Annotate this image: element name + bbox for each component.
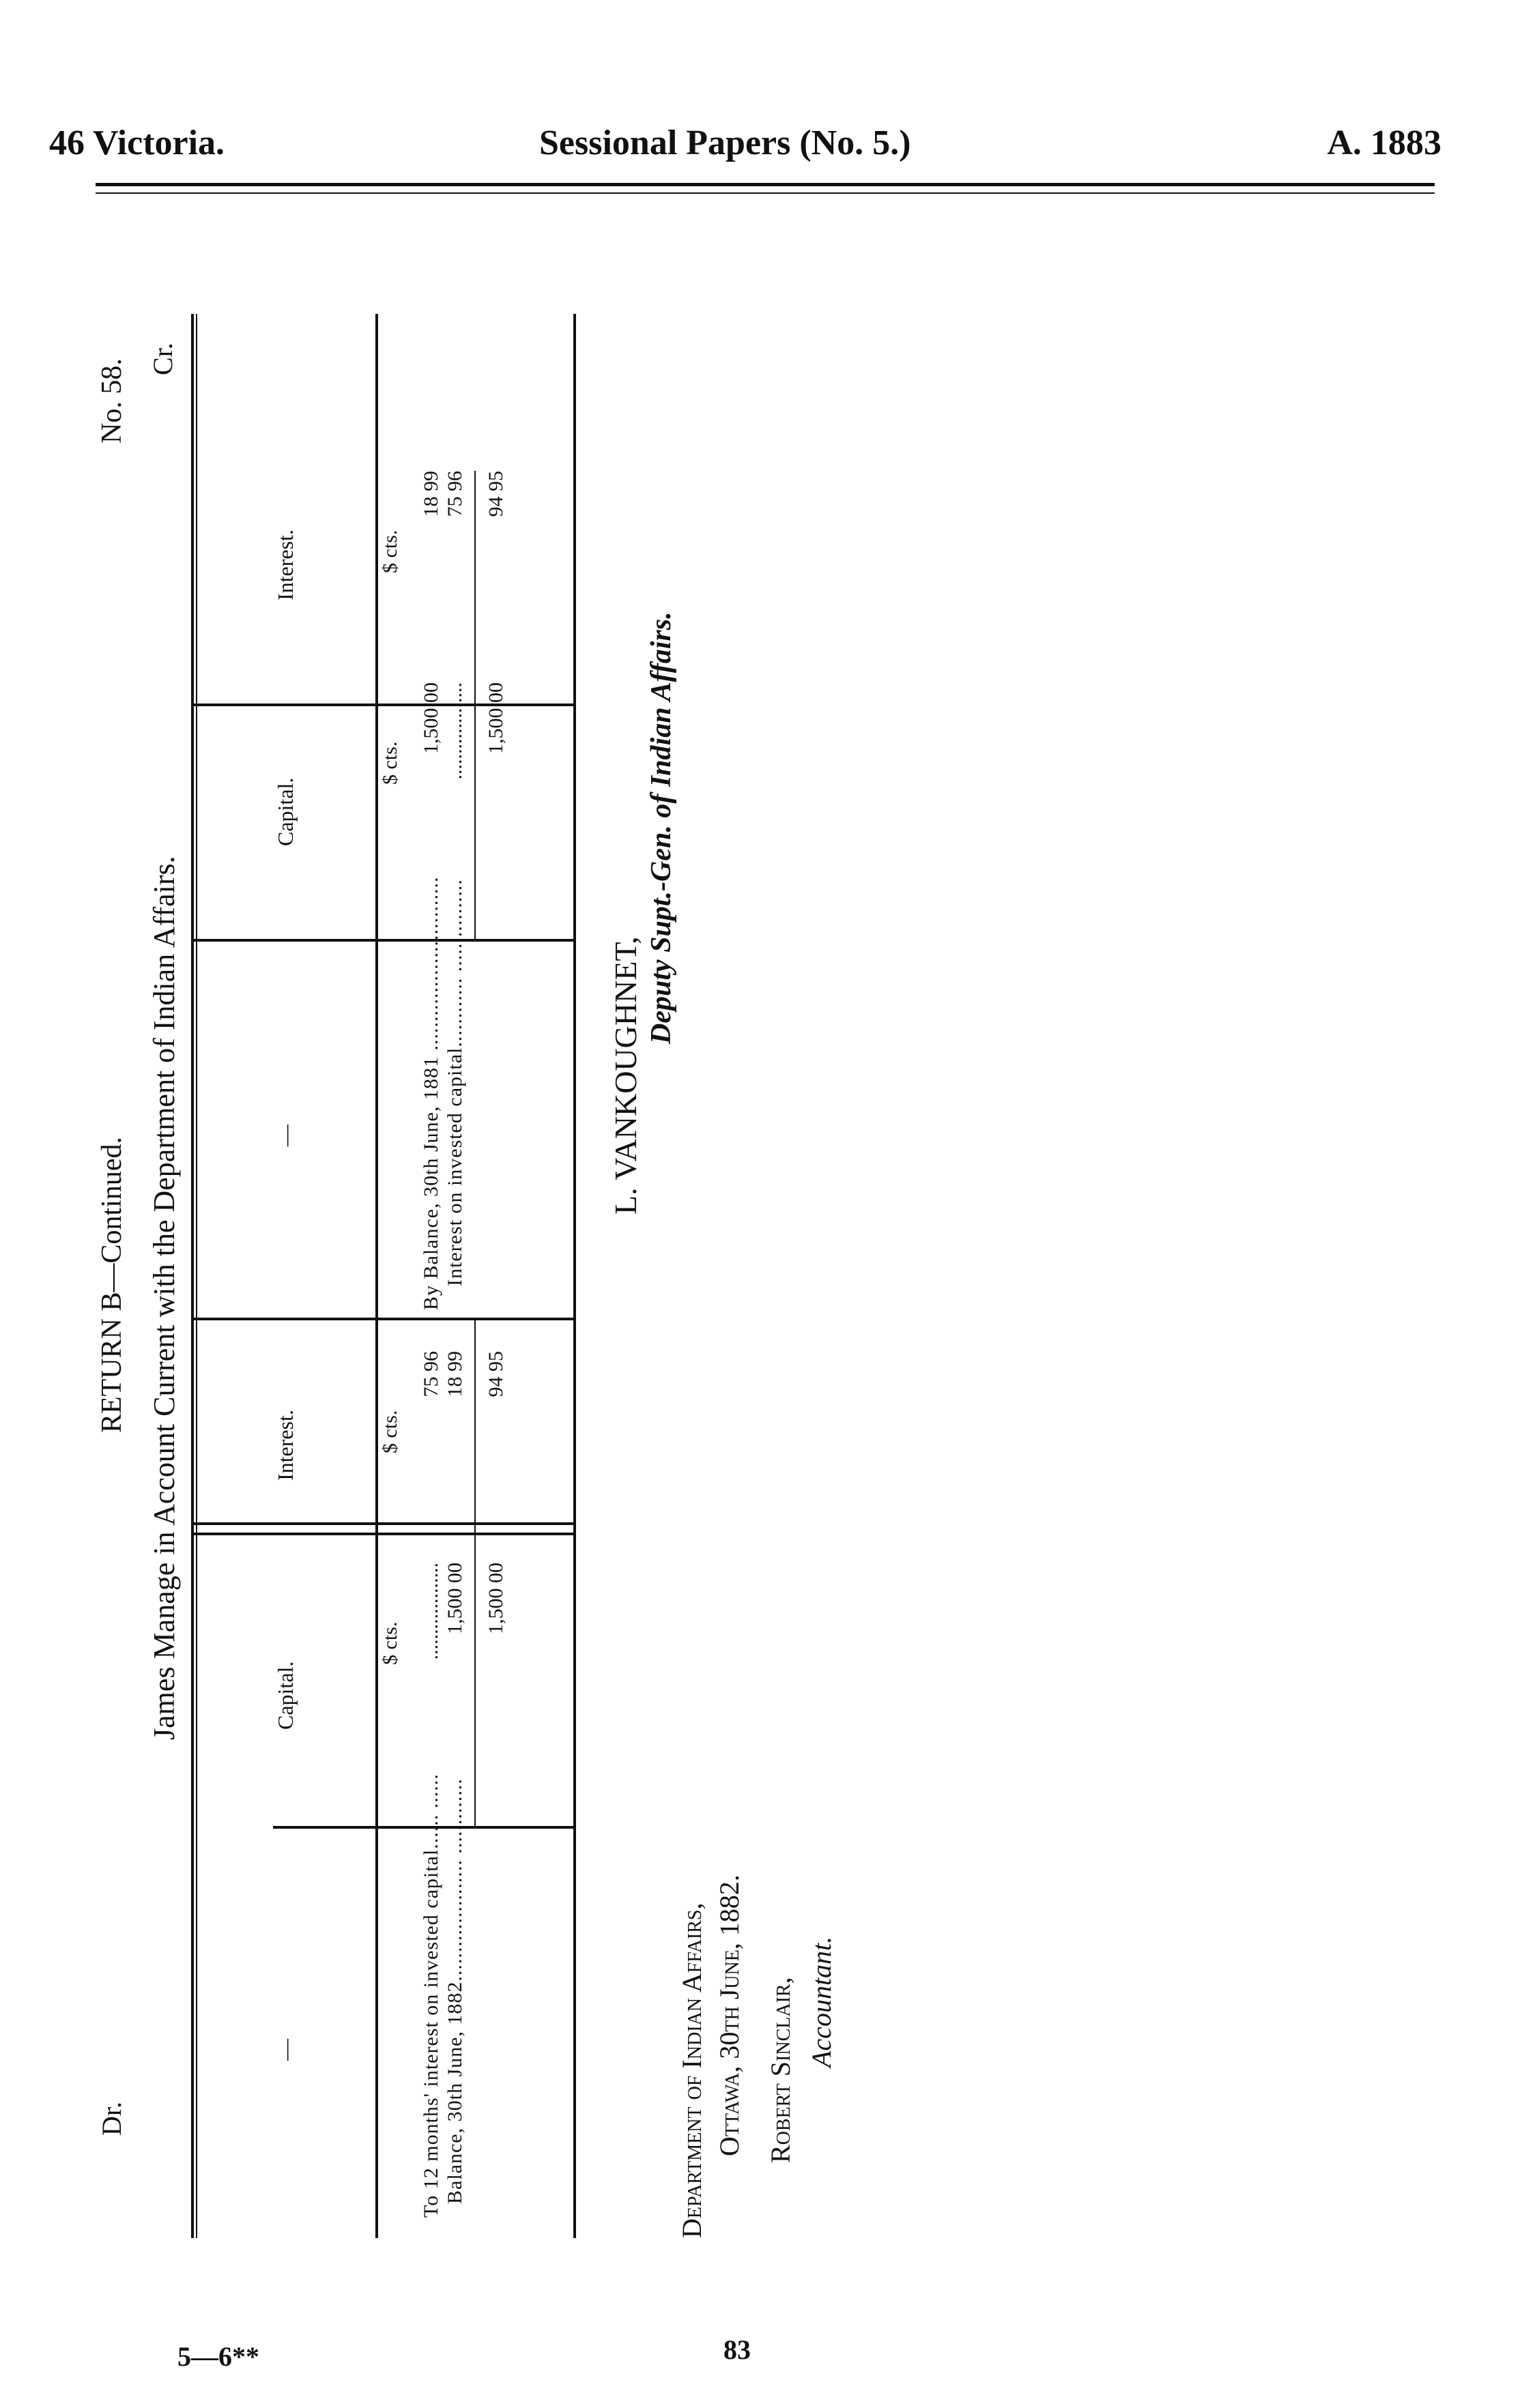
- rotated-account-block: [82, 205, 874, 2238]
- divider: [191, 1522, 573, 1525]
- debit-interest-header: Interest.: [273, 1410, 298, 1481]
- debit-row-capital: 1,500 00: [444, 1563, 466, 1634]
- credit-row-interest: 75 96: [444, 471, 466, 517]
- debit-row-capital: ...................: [420, 1563, 442, 1660]
- credit-interest-header: Interest.: [273, 530, 298, 600]
- table-bottom-border: [573, 314, 576, 2238]
- accountant-title: Accountant.: [806, 1936, 837, 2068]
- credit-capital-units: $ cts.: [379, 741, 401, 785]
- header-right: A. 1883: [1327, 124, 1441, 162]
- credit-row-label: Interest on invested capital............ ................: [444, 879, 466, 1286]
- accountant-name: Robert Sinclair,: [765, 1977, 796, 2163]
- credit-row-label: By Balance, 30th June, 1881 ..............................: [420, 876, 442, 1310]
- table-top-border: [191, 314, 194, 2238]
- credit-blank-col: —: [273, 1125, 298, 1146]
- page-number: 83: [723, 2334, 751, 2365]
- debit-row-interest: 18 99: [444, 1351, 466, 1397]
- credit-total-rule: [474, 471, 476, 942]
- debit-interest-units: $ cts.: [379, 1410, 401, 1453]
- debit-capital-header: Capital.: [273, 1661, 298, 1730]
- signatory-name: L. VANKOUGHNET,: [608, 936, 643, 1215]
- debit-total-capital: 1,500 00: [485, 1563, 507, 1634]
- credit-row-capital: 1,500 00: [420, 682, 442, 754]
- return-title: RETURN B—Continued.: [96, 1136, 128, 1433]
- credit-total-interest: 94 95: [485, 471, 507, 517]
- divider: [191, 939, 573, 942]
- debit-total-interest: 94 95: [485, 1351, 507, 1397]
- cr-label: Cr.: [147, 343, 178, 375]
- header-left: 46 Victoria.: [49, 124, 225, 162]
- return-subtitle: James Manage in Account Current with the Department of Indian Affairs.: [147, 856, 181, 1740]
- credit-capital-header: Capital.: [273, 777, 298, 846]
- divider: [191, 1533, 573, 1535]
- debit-row-interest: 75 96: [420, 1351, 442, 1397]
- header-rule: [96, 183, 1435, 186]
- department-line: Department of Indian Affairs,: [676, 1902, 707, 2238]
- debit-row-label: Balance, 30th June, 1882..................... .............: [444, 1778, 466, 2204]
- signatory-title: Deputy Supt.-Gen. of Indian Affairs.: [646, 611, 677, 1044]
- credit-total-capital: 1,500 00: [485, 682, 507, 754]
- credit-interest-units: $ cts.: [379, 530, 401, 573]
- debit-capital-units: $ cts.: [379, 1621, 401, 1665]
- header-rule-thin: [96, 192, 1435, 194]
- debit-total-rule: [474, 1320, 476, 1829]
- return-number: No. 58.: [96, 358, 128, 444]
- credit-row-interest: 18 99: [420, 471, 442, 517]
- credit-row-capital: ...................: [444, 682, 466, 780]
- debit-row-label: To 12 months' interest on invested capital...... ......: [420, 1773, 442, 2218]
- table-top-border-thin: [196, 314, 197, 2238]
- dr-label: Dr.: [96, 2102, 127, 2136]
- divider: [191, 703, 573, 706]
- table-header-rule: [375, 314, 378, 2238]
- divider: [191, 1318, 573, 1320]
- debit-blank-col: —: [273, 2039, 298, 2061]
- header-center: Sessional Papers (No. 5.): [539, 124, 911, 162]
- place-date-line: Ottawa, 30th June, 1882.: [714, 1874, 745, 2156]
- footer-signature-mark: 5—6**: [177, 2341, 259, 2372]
